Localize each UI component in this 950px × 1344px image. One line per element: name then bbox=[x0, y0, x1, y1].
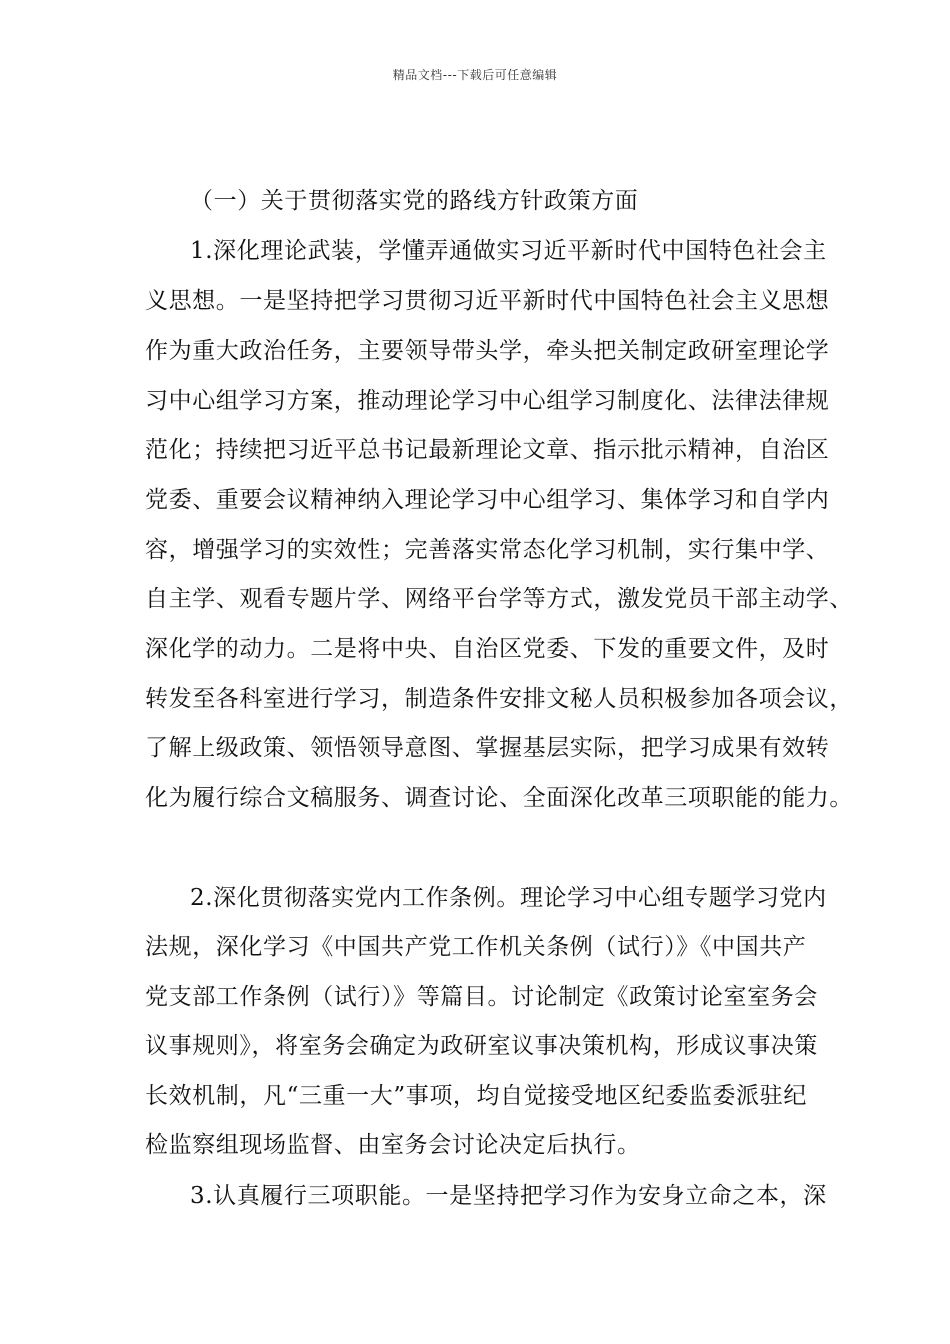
paragraph-line: 化为履行综合文稿服务、调查讨论、全面深化改革三项职能的能力。 bbox=[145, 785, 853, 811]
paragraph-line: 深化学的动力。二是将中央、自治区党委、下发的重要文件，及时 bbox=[145, 636, 830, 662]
paragraph-line: 习中心组学习方案，推动理论学习中心组学习制度化、法律法律规 bbox=[145, 388, 830, 414]
paragraph-line: 义思想。一是坚持把学习贯彻习近平新时代中国特色社会主义思想 bbox=[145, 288, 830, 314]
page-header-watermark: 精品文档---下载后可任意编辑 bbox=[392, 68, 558, 82]
paragraph-line: 3.认真履行三项职能。一是坚持把学习作为安身立命之本，深 bbox=[190, 1183, 827, 1209]
section-heading: （一）关于贯彻落实党的路线方针政策方面 bbox=[190, 188, 639, 214]
paragraph-line: 了解上级政策、领悟领导意图、掌握基层实际，把学习成果有效转 bbox=[145, 735, 830, 761]
paragraph-line: 作为重大政治任务，主要领导带头学，牵头把关制定政研室理论学 bbox=[145, 338, 830, 364]
paragraph-line: 议事规则》，将室务会确定为政研室议事决策机构，形成议事决策 bbox=[145, 1033, 818, 1059]
paragraph-line: 检监察组现场监督、由室务会讨论决定后执行。 bbox=[145, 1132, 641, 1158]
paragraph-line: 转发至各科室进行学习，制造条件安排文秘人员积极参加各项会议， bbox=[145, 686, 853, 712]
paragraph-line: 法规，深化学习《中国共产党工作机关条例（试行）》《中国共产 bbox=[145, 934, 807, 960]
paragraph-line: 2.深化贯彻落实党内工作条例。理论学习中心组专题学习党内 bbox=[190, 885, 827, 911]
paragraph-line: 党委、重要会议精神纳入理论学习中心组学习、集体学习和自学内 bbox=[145, 487, 830, 513]
paragraph-line: 容，增强学习的实效性；完善落实常态化学习机制，实行集中学、 bbox=[145, 537, 830, 563]
paragraph-line: 党支部工作条例（试行）》等篇目。讨论制定《政策讨论室室务会 bbox=[145, 984, 818, 1010]
paragraph-line: 自主学、观看专题片学、网络平台学等方式，激发党员干部主动学、 bbox=[145, 586, 853, 612]
paragraph-line: 1.深化理论武装，学懂弄通做实习近平新时代中国特色社会主 bbox=[190, 238, 827, 264]
paragraph-line: 长效机制，凡“三重一大”事项，均自觉接受地区纪委监委派驻纪 bbox=[145, 1083, 807, 1109]
paragraph-line: 范化；持续把习近平总书记最新理论文章、指示批示精神，自治区 bbox=[145, 437, 830, 463]
